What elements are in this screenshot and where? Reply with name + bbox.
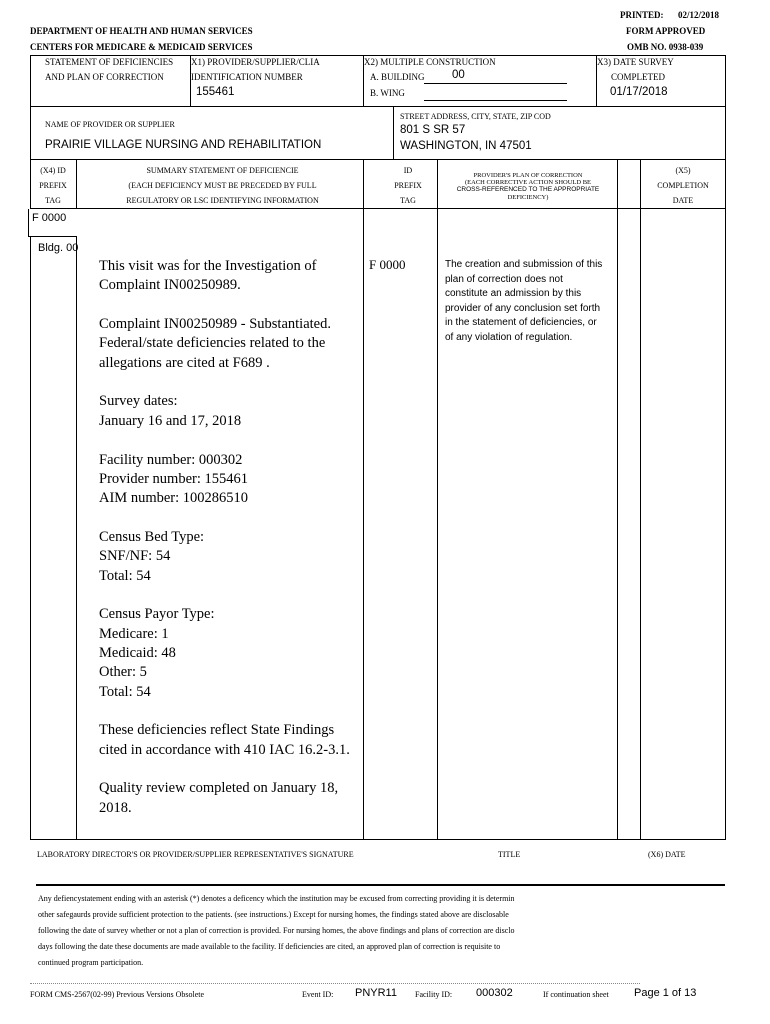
summary-line: cited in accordance with 410 IAC 16.2-3.1. [99,741,350,758]
x4-header-2: PREFIX [39,181,67,190]
signature-label: LABORATORY DIRECTOR'S OR PROVIDER/SUPPLIER REPRESENTATIVE'S SIGNATURE [37,850,354,859]
disclaimer-line: other safegaurds provide sufficient protection to the patients. (see instructions.) Except for nursing homes, the findings stated above are disclosable [38,910,509,919]
id-header-1: ID [403,166,413,175]
disclaimer-line: days following the date these documents are made available to the facility. If deficiencies are cited, an approved plan of correction is requisite to [38,942,501,951]
provider-name-label: NAME OF PROVIDER OR SUPPLIER [45,120,175,129]
facility-id-value: 000302 [476,987,513,999]
summary-header-1: SUMMARY STATEMENT OF DEFICIENCIE [146,166,299,175]
poc-header-2: (EACH CORRECTIVE ACTION SHOULD BE [464,179,592,186]
tag-mid: F 0000 [369,257,406,272]
summary-paragraph [99,721,361,760]
summary-line: Federal/state deficiencies related to the [99,335,326,352]
summary-line: These deficiencies reflect State Findings [99,722,335,739]
summary-line: This visit was for the Investigation of [99,258,317,274]
x2-label: X2) MULTIPLE CONSTRUCTION [364,57,496,67]
address-line-2: WASHINGTON, IN 47501 [400,140,532,152]
summary-paragraph [99,779,361,818]
omb-number: OMB NO. 0938-039 [627,42,704,52]
summary-paragraph [99,257,361,296]
summary-paragraph [99,451,361,509]
summary-line: Medicaid: 48 [99,644,176,661]
building-tag: Bldg. 00 [38,242,79,254]
address-line-1: 801 S SR 57 [400,124,466,136]
provider-id-value: 155461 [196,86,235,98]
statement-label-2: AND PLAN OF CORRECTION [45,72,164,82]
poc-header-1: PROVIDER'S PLAN OF CORRECTION [473,172,583,179]
provider-name-value: PRAIRIE VILLAGE NURSING AND REHABILITATION [45,139,322,151]
x6-date-label: (X6) DATE [648,850,686,859]
plan-line: plan of correction does not [445,273,563,285]
summary-line: Medicare: 1 [99,625,169,642]
x5-header-2: COMPLETION [657,181,709,190]
statement-label-1: STATEMENT OF DEFICIENCIES [45,57,174,67]
event-id-label: Event ID: [302,990,334,999]
department-title: DEPARTMENT OF HEALTH AND HUMAN SERVICES [30,26,253,36]
address-label: STREET ADDRESS, CITY, STATE, ZIP COD [400,112,551,121]
disclaimer-line: following the date of survey whether or not a plan of correction is provided. For nursing homes, the above findings and plans of correction are disclo [38,926,515,935]
survey-date-value: 01/17/2018 [610,86,668,98]
plan-line: in the statement of deficiencies, or [445,317,597,329]
summary-line: Other: 5 [99,664,147,681]
summary-paragraph [99,605,361,701]
summary-paragraph [99,315,361,373]
summary-line: Census Payor Type: [99,606,215,623]
disclaimer-line: Any defiencystatement ending with an asterisk (*) denotes a deficency which the institution may be excused from correcting providing it is determin [38,894,515,903]
summary-line: AIM number: 100286510 [99,490,249,507]
plan-line: The creation and submission of this [445,259,603,270]
title-label: TITLE [498,850,521,859]
poc-header-3: CROSS-REFERENCED TO THE APPROPRIATE [456,186,600,193]
x3-label-1: X3) DATE SURVEY [597,57,674,67]
tag-left: F 0000 [32,212,67,224]
id-header-3: TAG [400,196,416,205]
summary-line: Total: 54 [99,683,151,700]
event-id-value: PNYR11 [355,987,397,999]
summary-line: Quality review completed on January 18, [99,780,339,797]
x1-label-2: IDENTIFICATION NUMBER [191,72,303,82]
summary-line: Facility number: 000302 [99,451,243,468]
facility-id-label: Facility ID: [415,990,453,999]
summary-statement [99,257,361,838]
building-value: 00 [452,69,465,81]
disclaimer [38,891,728,971]
disclaimer-line: continued program participation. [38,958,144,967]
summary-line: SNF/NF: 54 [99,548,171,565]
summary-paragraph [99,528,361,586]
page-number: Page 1 of 13 [634,987,697,999]
summary-header-3: REGULATORY OR LSC IDENTIFYING INFORMATION [126,196,319,205]
summary-line: Complaint IN00250989 - Substantiated. [99,316,331,333]
id-header-2: PREFIX [394,181,422,190]
x3-label-2: COMPLETED [611,72,665,82]
wing-label: B. WING [370,88,405,98]
summary-header-2: (EACH DEFICIENCY MUST BE PRECEDED BY FULL [128,181,317,190]
summary-paragraph [99,392,361,431]
printed-date: 02/12/2018 [678,10,720,20]
form-approved: FORM APPROVED [626,26,706,36]
poc-header-4: DEFICIENCY) [507,194,549,201]
summary-line: Complaint IN00250989. [99,277,241,294]
form-id: FORM CMS-2567(02-99) Previous Versions Obsolete [30,990,205,999]
summary-line: allegations are cited at F689 . [99,354,270,371]
x1-label-1: X1) PROVIDER/SUPPLIER/CLIA [191,57,320,67]
summary-line: 2018. [99,799,132,816]
plan-of-correction [445,258,615,346]
centers-title: CENTERS FOR MEDICARE & MEDICAID SERVICES [30,42,253,52]
plan-line: provider of any conclusion set forth [445,302,601,314]
summary-line: Census Bed Type: [99,528,205,545]
summary-line: Provider number: 155461 [99,470,249,487]
building-label: A. BUILDING [370,72,425,82]
x4-header-3: TAG [45,196,61,205]
summary-line: Survey dates: [99,393,178,410]
x4-header-1: (X4) ID [40,166,66,175]
plan-line: constitute an admission by this [445,288,582,300]
summary-line: January 16 and 17, 2018 [99,412,242,429]
summary-line: Total: 54 [99,567,151,584]
continuation-label: If continuation sheet [543,990,609,999]
printed-label: PRINTED: [620,10,664,20]
plan-line: of any violation of regulation. [445,331,573,343]
x5-header-3: DATE [672,196,694,205]
x5-header-1: (X5) [675,166,691,175]
